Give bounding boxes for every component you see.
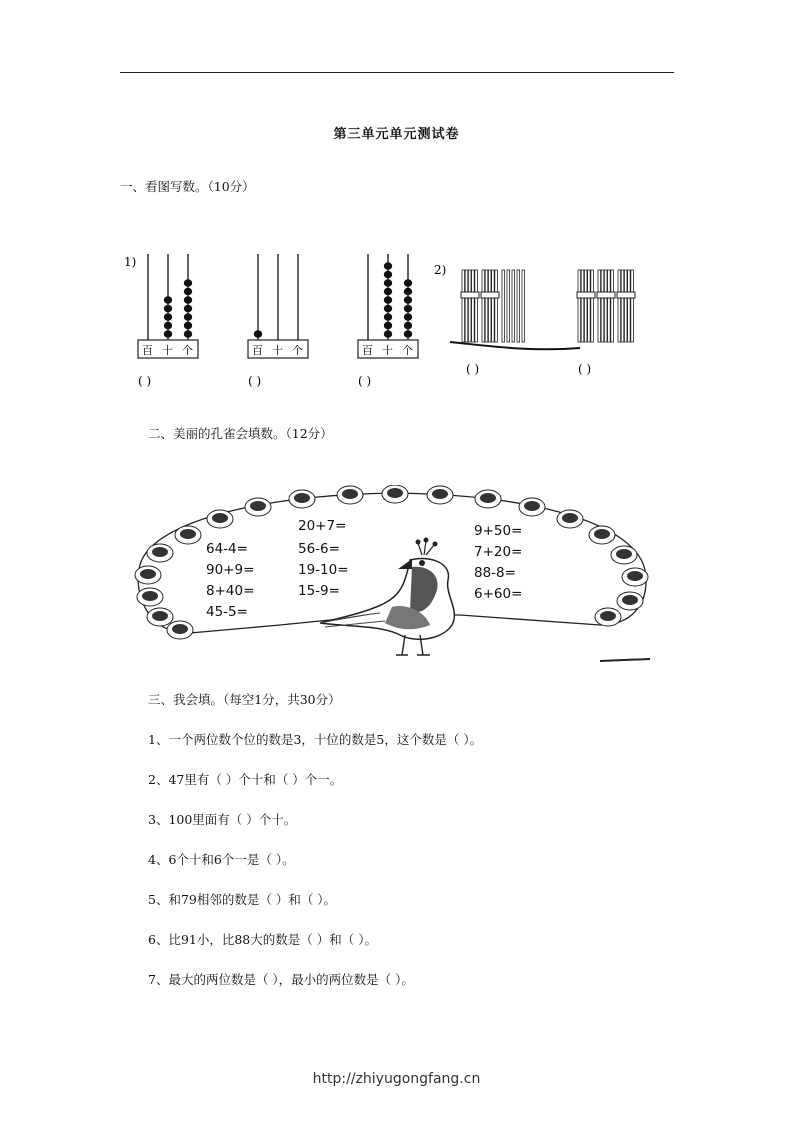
single-stick — [502, 270, 505, 342]
equation-right-1: 9+50= — [474, 523, 523, 539]
equation-right-3: 88-8= — [474, 565, 516, 581]
sticks-marker: 2) — [434, 263, 447, 277]
page-title: 第三单元单元测试卷 — [333, 127, 460, 142]
stick-bundle — [461, 270, 479, 342]
abacus-bead — [164, 330, 172, 338]
abacus-bead — [384, 279, 392, 287]
abacus-bead — [384, 305, 392, 313]
abacus-bead — [404, 313, 412, 321]
abacus-bead — [184, 305, 192, 313]
feather-eye — [245, 498, 271, 516]
answer-blank: ( ) — [138, 374, 152, 388]
section3-heading: 三、我会填。（每空1分，共30分） — [148, 692, 341, 707]
abacus-bead — [184, 322, 192, 330]
footer-url: http://zhiyugongfang.cn — [312, 1071, 481, 1087]
equation-left-4: 45-5= — [206, 604, 248, 620]
feather-eye — [337, 486, 363, 504]
feather-eye — [289, 490, 315, 508]
place-label: 百 — [362, 344, 373, 357]
equation-mid-4: 15-9= — [298, 583, 340, 599]
abacus-bead — [184, 288, 192, 296]
feather-eye — [147, 544, 173, 562]
place-label: 十 — [382, 344, 393, 357]
place-label: 个 — [182, 344, 193, 357]
abacus-marker: 1) — [124, 255, 137, 269]
stick-bundle — [577, 270, 595, 342]
place-label: 个 — [292, 344, 303, 357]
feather-eye — [557, 510, 583, 528]
answer-blank: ( ) — [358, 374, 372, 388]
equation-right-4: 6+60= — [474, 586, 523, 602]
abacus-3 — [358, 254, 418, 388]
abacus-bead — [384, 322, 392, 330]
abacus-bead — [384, 262, 392, 270]
single-stick — [507, 270, 510, 342]
place-label: 百 — [252, 344, 263, 357]
ground-line — [600, 659, 650, 661]
feather-eye — [135, 566, 161, 584]
abacus-bead — [404, 296, 412, 304]
single-stick — [522, 270, 525, 342]
stick-bundle — [597, 270, 615, 342]
abacus-bead — [184, 296, 192, 304]
feather-eye — [589, 526, 615, 544]
abacus-bead — [164, 296, 172, 304]
question-4: 4、6个十和6个一是（ ）。 — [148, 852, 295, 867]
abacus-1 — [124, 254, 198, 388]
abacus-bead — [404, 288, 412, 296]
abacus-bead — [404, 322, 412, 330]
answer-blank: ( ) — [578, 362, 592, 376]
stick-group-2 — [577, 270, 635, 376]
question-1: 1、一个两位数个位的数是3，十位的数是5，这个数是（ ）。 — [148, 732, 483, 747]
header-rule — [120, 72, 674, 73]
feather-eye — [595, 608, 621, 626]
single-stick — [512, 270, 515, 342]
equation-mid-1: 20+7= — [298, 518, 347, 534]
feather-eye — [175, 526, 201, 544]
stick-group-1 — [461, 270, 525, 376]
stick-bundle — [481, 270, 499, 342]
abacus-bead — [404, 279, 412, 287]
place-label: 个 — [402, 344, 413, 357]
abacus-bead — [404, 305, 412, 313]
abacus-2 — [248, 254, 308, 388]
feather-eye — [382, 485, 408, 503]
equation-right-2: 7+20= — [474, 544, 523, 560]
abacus-bead — [164, 313, 172, 321]
feather-eye — [611, 546, 637, 564]
feather-eye — [167, 621, 193, 639]
place-label: 百 — [142, 344, 153, 357]
equation-left-2: 90+9= — [206, 562, 255, 578]
question-5: 5、和79相邻的数是（ ）和（ ）。 — [148, 892, 337, 907]
answer-blank: ( ) — [466, 362, 480, 376]
feather-eye — [475, 490, 501, 508]
abacus-bead — [384, 271, 392, 279]
abacus-bead — [184, 279, 192, 287]
equation-left-3: 8+40= — [206, 583, 255, 599]
feather-eye — [617, 592, 643, 610]
sticks-ground — [450, 342, 580, 349]
feather-eye — [137, 588, 163, 606]
abacus-bead — [184, 330, 192, 338]
equation-mid-2: 56-6= — [298, 541, 340, 557]
counting-figures — [120, 240, 660, 400]
place-label: 十 — [162, 344, 173, 357]
answer-blank: ( ) — [248, 374, 262, 388]
abacus-bead — [384, 313, 392, 321]
question-6: 6、比91小，比88大的数是（ ）和（ ）。 — [148, 932, 377, 947]
abacus-bead — [384, 330, 392, 338]
equation-mid-3: 19-10= — [298, 562, 349, 578]
abacus-bead — [164, 305, 172, 313]
abacus-bead — [404, 330, 412, 338]
equation-left-1: 64-4= — [206, 541, 248, 557]
section1-heading: 一、看图写数。（10分） — [120, 179, 255, 194]
feather-eye — [207, 510, 233, 528]
peacock-illustration — [130, 485, 660, 665]
stick-bundle — [617, 270, 635, 342]
abacus-bead — [384, 296, 392, 304]
feather-eye — [427, 486, 453, 504]
question-2: 2、47里有（ ）个十和（ ）个一。 — [148, 772, 343, 787]
question-3: 3、100里面有（ ）个十。 — [148, 812, 297, 827]
abacus-bead — [384, 288, 392, 296]
feather-eye — [147, 608, 173, 626]
feather-eye — [519, 498, 545, 516]
abacus-bead — [254, 330, 262, 338]
abacus-bead — [164, 322, 172, 330]
feather-eye — [622, 568, 648, 586]
place-label: 十 — [272, 344, 283, 357]
section2-heading: 二、美丽的孔雀会填数。（12分） — [148, 426, 333, 441]
single-stick — [517, 270, 520, 342]
abacus-bead — [184, 313, 192, 321]
question-7: 7、最大的两位数是（ ），最小的两位数是（ ）。 — [148, 972, 414, 987]
